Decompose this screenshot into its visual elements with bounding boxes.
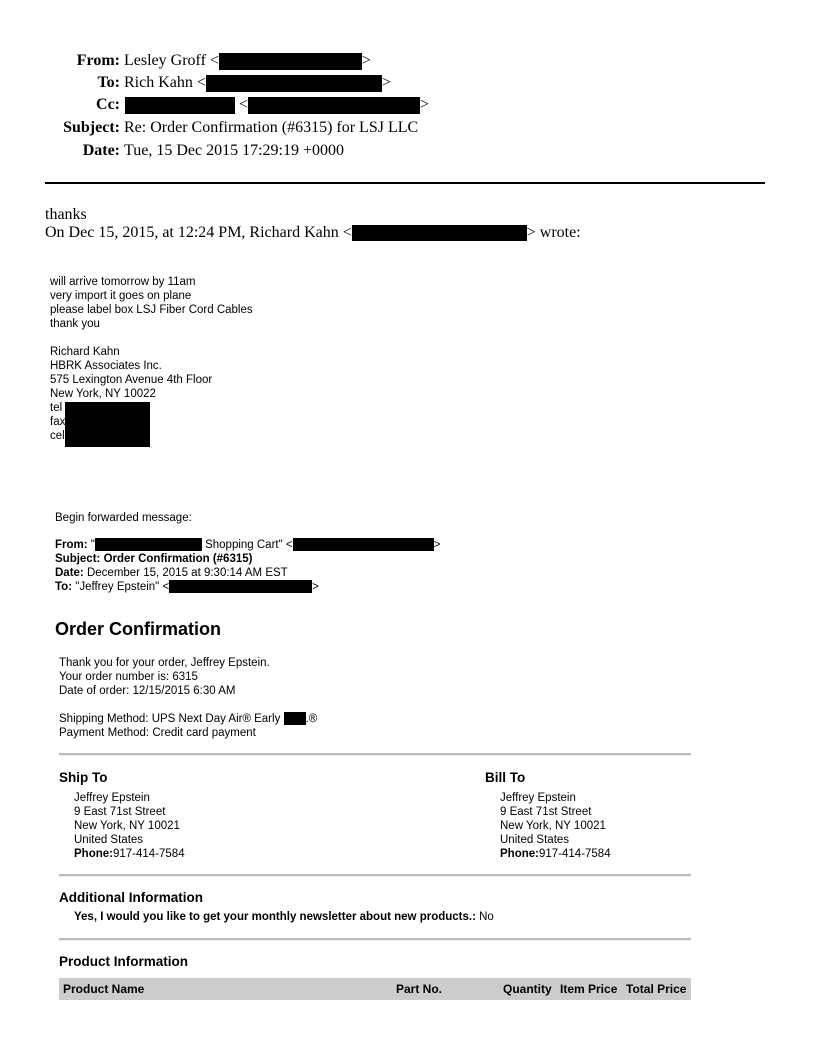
address-line: New York, NY 10021 [74, 820, 180, 832]
redaction-box [219, 53, 362, 70]
from-name: Lesley Groff < [124, 52, 219, 69]
cc-label: Cc: [96, 96, 120, 113]
address-line: New York, NY 10021 [500, 820, 606, 832]
fwd-from-text: Shopping Cart" < [201, 539, 293, 551]
fax-line: fax [50, 416, 66, 428]
phone-label: Phone: [500, 848, 539, 860]
newsletter-value: No [475, 911, 494, 923]
phone-line [500, 847, 611, 861]
forwarded-header [55, 538, 440, 594]
forward-intro: Begin forwarded message: [55, 512, 192, 524]
fwd-from-row [55, 538, 440, 552]
address-line: Jeffrey Epstein [500, 792, 576, 804]
from-close: > [361, 52, 371, 69]
phone-value: 917-414-7584 [538, 848, 611, 860]
order-date: Date of order: 12/15/2015 6:30 AM [59, 685, 236, 697]
fwd-date: December 15, 2015 at 9:30:14 AM EST [86, 567, 288, 579]
signature-line: 575 Lexington Avenue 4th Floor [50, 374, 213, 386]
fwd-date-row [55, 566, 440, 580]
from-label: From: [76, 52, 120, 69]
redaction-box [248, 97, 420, 114]
address-line: United States [500, 834, 570, 846]
col-total-price: Total Price [626, 982, 687, 996]
shipping-method-suffix: .® [305, 713, 318, 725]
fwd-to-close: > [312, 581, 319, 593]
col-product-name: Product Name [63, 982, 145, 996]
cel-line: cel [50, 430, 65, 442]
fwd-date-label: Date: [55, 567, 84, 579]
ship-to-title: Ship To [59, 770, 108, 785]
order-title: Order Confirmation [55, 619, 222, 639]
message-line: will arrive tomorrow by 11am [50, 276, 196, 288]
bill-to-title: Bill To [485, 770, 526, 785]
message-line: please label box LSJ Fiber Cord Cables [50, 304, 253, 316]
fwd-from-open: " [90, 539, 95, 551]
fwd-to-label: To: [55, 581, 73, 593]
col-quantity: Quantity [503, 982, 552, 996]
fwd-subject-label: Subject: [55, 553, 101, 565]
phone-value: 917-414-7584 [112, 848, 185, 860]
product-table-header [59, 978, 691, 1000]
spacer [59, 698, 317, 712]
to-label: To: [97, 74, 120, 91]
col-part-no: Part No. [396, 982, 443, 996]
signature-line: HBRK Associates Inc. [50, 360, 162, 372]
newsletter-answer [74, 911, 494, 923]
col-item-price: Item Price [560, 982, 618, 996]
order-number: Your order number is: 6315 [59, 671, 198, 683]
tel-line: tel [50, 402, 63, 414]
redaction-box [125, 97, 235, 114]
redaction-box [95, 538, 202, 551]
quote-end-text: > wrote: [526, 224, 581, 241]
payment-method: Payment Method: Credit card payment [59, 727, 256, 739]
quote-intro [45, 224, 581, 242]
subject-text: Re: Order Confirmation (#6315) for LSJ LLC [124, 119, 419, 136]
bill-to-address [500, 791, 611, 861]
date-text: Tue, 15 Dec 2015 17:29:19 +0000 [124, 142, 344, 159]
header-divider [45, 182, 765, 184]
to-close: > [381, 74, 391, 91]
signature-line: New York, NY 10022 [50, 388, 156, 400]
address-line: Jeffrey Epstein [74, 792, 150, 804]
cc-close: > [420, 96, 430, 113]
fwd-subject: Order Confirmation (#6315) [103, 553, 253, 565]
shipping-method [59, 712, 317, 726]
shipping-method-text: Shipping Method: UPS Next Day Air® Early [59, 713, 281, 725]
message-body [50, 275, 253, 331]
redaction-box [284, 712, 306, 725]
redaction-box [65, 402, 150, 447]
redaction-box [169, 580, 312, 593]
redaction-box [352, 225, 527, 241]
redaction-box [206, 75, 382, 92]
phone-label: Phone: [74, 848, 113, 860]
quote-intro-text: On Dec 15, 2015, at 12:24 PM, Richard Kahn < [45, 224, 352, 241]
product-info-title: Product Information [59, 954, 188, 969]
ship-to-address [74, 791, 185, 861]
fwd-from-label: From: [55, 539, 88, 551]
address-line: United States [74, 834, 144, 846]
section-divider [59, 938, 691, 941]
phone-line [74, 847, 185, 861]
address-line: 9 East 71st Street [74, 806, 166, 818]
to-name: Rich Kahn < [124, 74, 206, 91]
message-line: very import it goes on plane [50, 290, 192, 302]
order-thanks: Thank you for your order, Jeffrey Epstein. [59, 657, 270, 669]
order-info [59, 656, 317, 740]
subject-label: Subject: [63, 119, 120, 136]
signature-line: Richard Kahn [50, 346, 120, 358]
cc-open: < [239, 96, 249, 113]
section-divider [59, 753, 691, 756]
reply-text: thanks [45, 206, 87, 223]
additional-info-title: Additional Information [59, 890, 203, 905]
fwd-to-row [55, 580, 440, 594]
fwd-from-close: > [433, 539, 441, 551]
newsletter-question: Yes, I would you like to get your monthly newsletter about new products.: [74, 911, 476, 923]
section-divider [59, 874, 691, 877]
fwd-subject-row [55, 552, 440, 566]
redaction-box [293, 538, 434, 551]
fwd-to-text: "Jeffrey Epstein" < [75, 581, 170, 593]
message-line: thank you [50, 318, 100, 330]
date-label: Date: [82, 142, 120, 159]
address-line: 9 East 71st Street [500, 806, 592, 818]
